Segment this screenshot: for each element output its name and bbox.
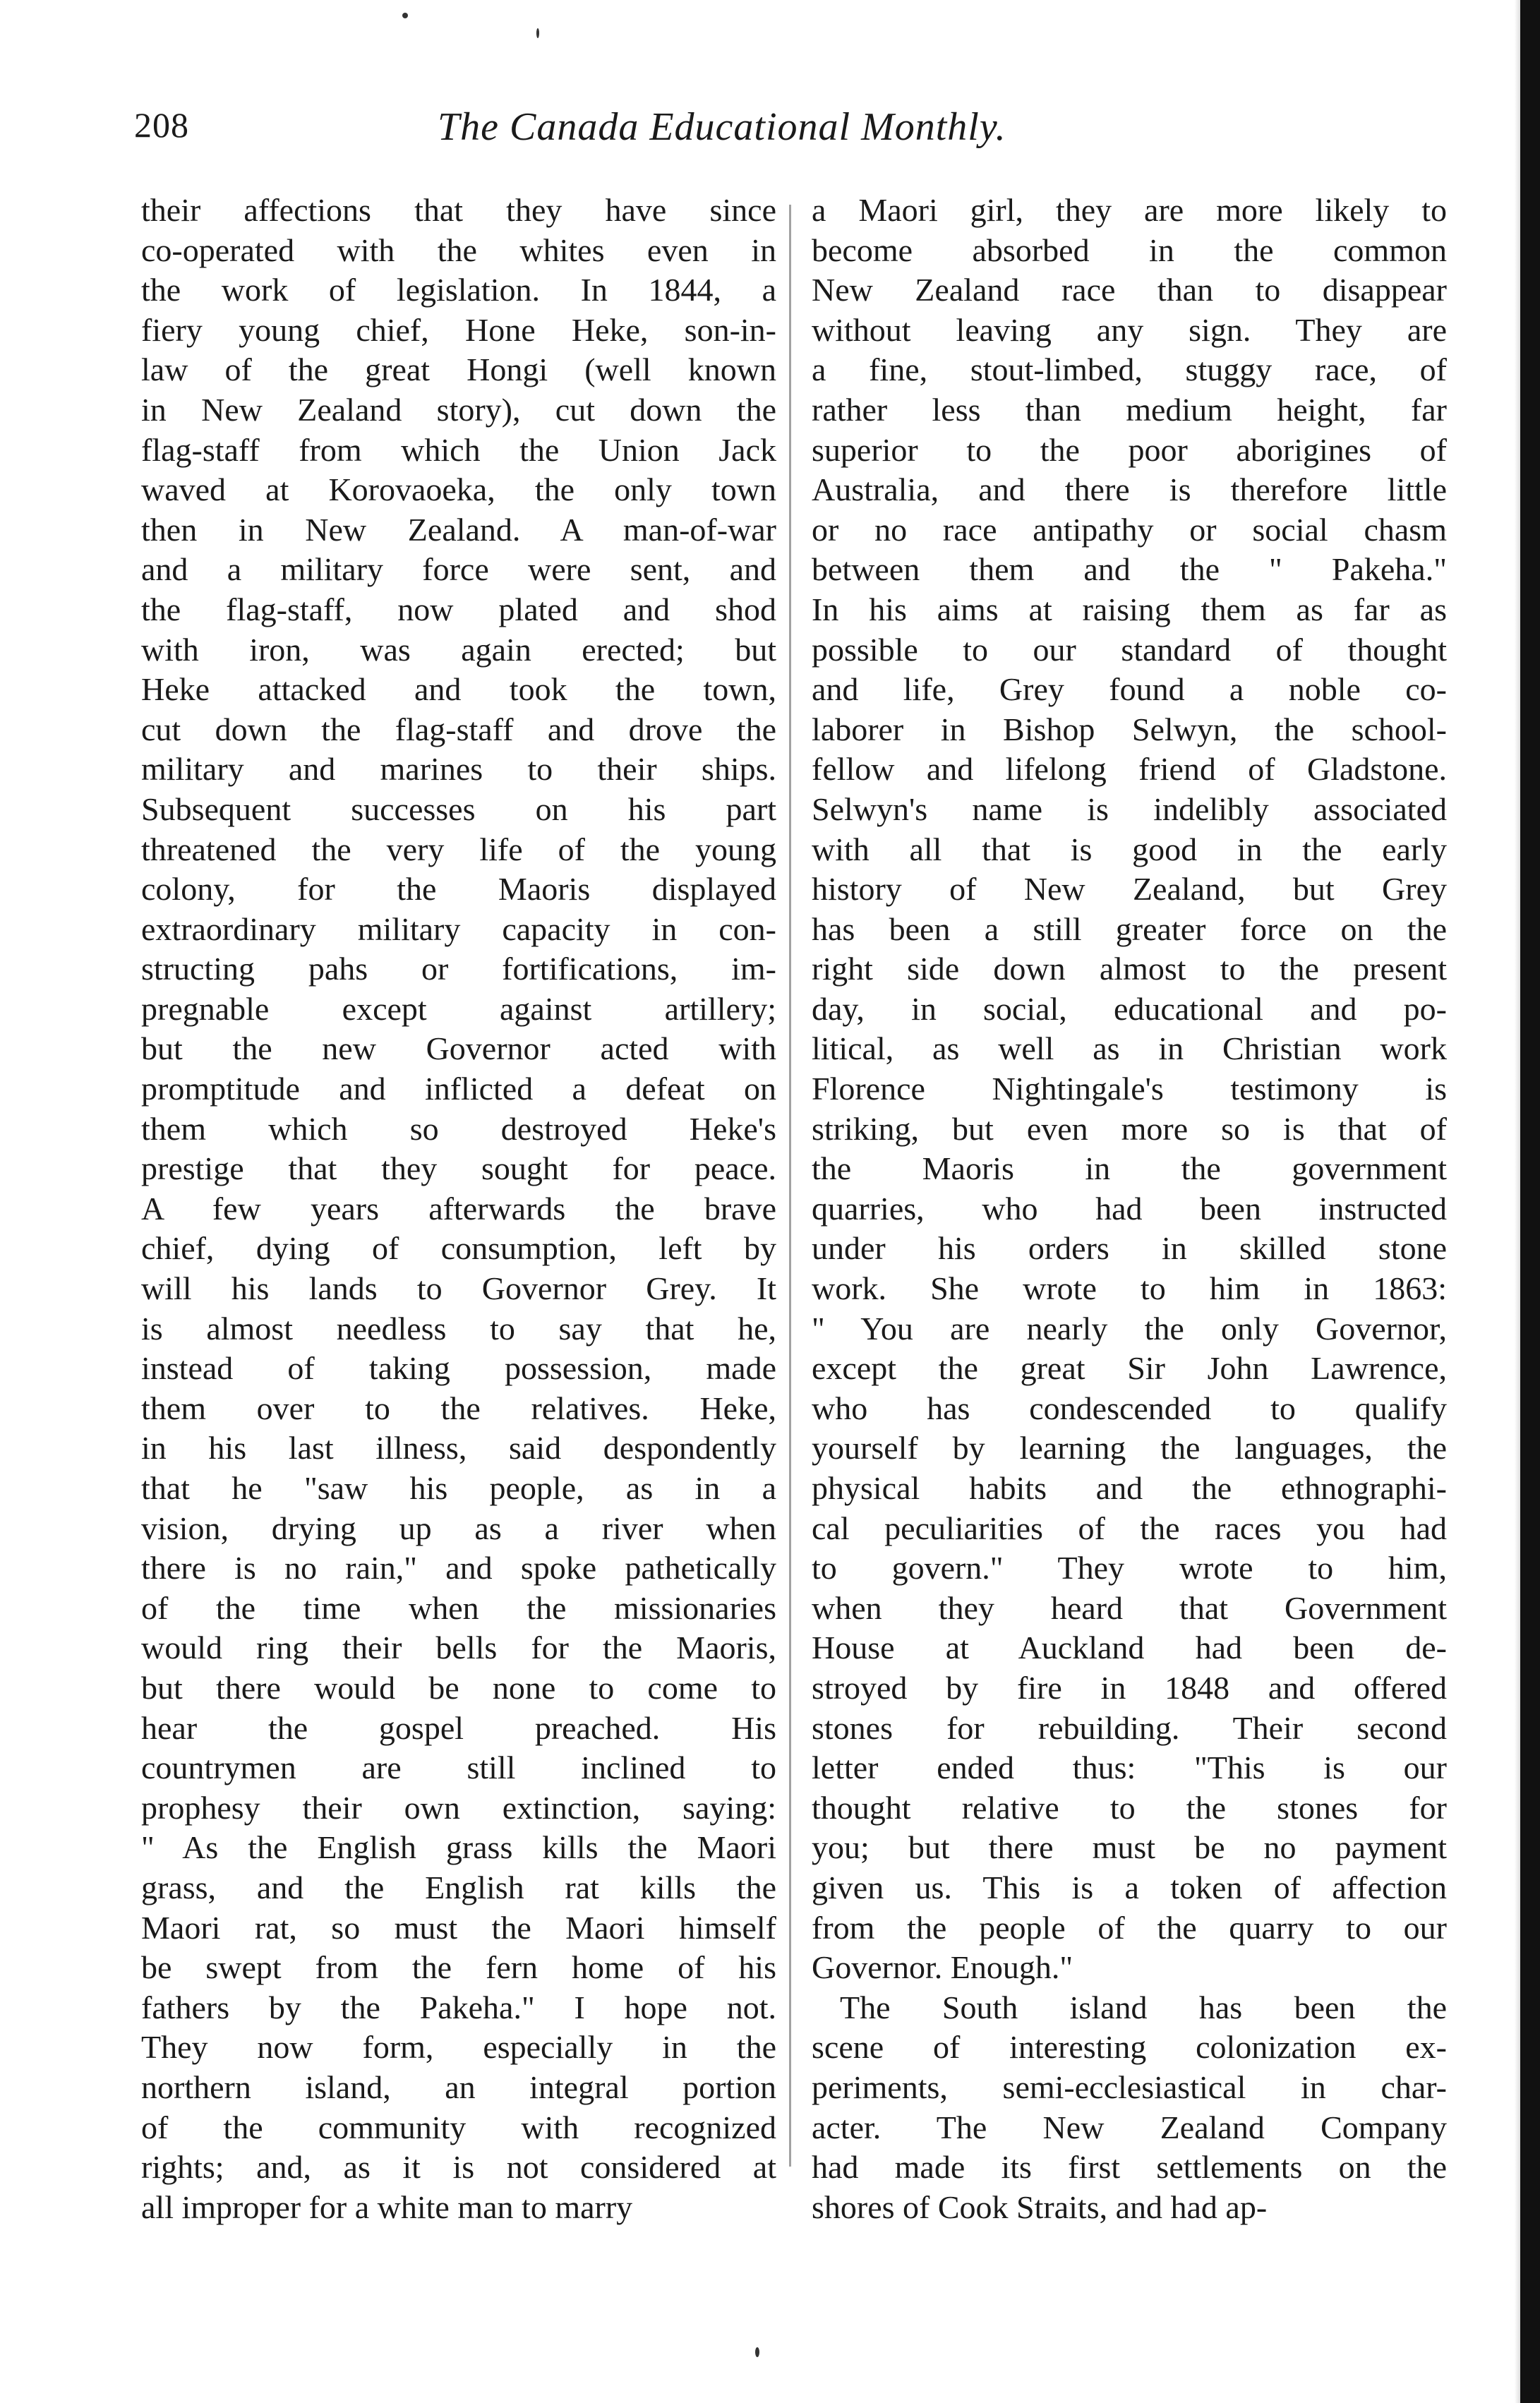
text-line: a fine, stout-limbed, stuggy race, of xyxy=(812,351,1447,388)
text-line: them which so destroyed Heke's xyxy=(141,1110,776,1147)
text-line: become absorbed in the common xyxy=(812,231,1447,268)
text-line: or no race antipathy or social chasm xyxy=(812,511,1447,548)
text-line: In his aims at raising them as far as xyxy=(812,591,1447,627)
text-line: and a military force were sent, and xyxy=(141,551,776,588)
text-line: striking, but even more so is that of xyxy=(812,1110,1447,1147)
text-line: grass, and the English rat kills the xyxy=(141,1869,776,1905)
scan-speck xyxy=(402,13,408,18)
text-line: from the people of the quarry to our xyxy=(812,1909,1447,1946)
text-line: colony, for the Maoris displayed xyxy=(141,871,776,908)
text-line: co-operated with the whites even in xyxy=(141,231,776,268)
scan-speck xyxy=(755,2347,759,2357)
text-line: military and marines to their ships. xyxy=(141,751,776,788)
text-line: stones for rebuilding. Their second xyxy=(812,1709,1447,1746)
text-line: given us. This is a token of affection xyxy=(812,1869,1447,1905)
text-line: waved at Korovaoeka, the only town xyxy=(141,471,776,508)
text-line: rather less than medium height, far xyxy=(812,391,1447,428)
text-line: They now form, especially in the xyxy=(141,2029,776,2066)
text-line: but the new Governor acted with xyxy=(141,1030,776,1067)
text-line: the Maoris in the government xyxy=(812,1150,1447,1187)
text-line: Governor. Enough." xyxy=(812,1949,1073,1986)
text-line: Florence Nightingale's testimony is xyxy=(812,1071,1447,1107)
text-line: possible to our standard of thought xyxy=(812,631,1447,668)
text-line: all improper for a white man to marry xyxy=(141,2188,633,2225)
text-line: the work of legislation. In 1844, a xyxy=(141,272,776,308)
text-line: House at Auckland had been de- xyxy=(812,1630,1447,1666)
text-line: New Zealand race than to disappear xyxy=(812,272,1447,308)
text-line: litical, as well as in Christian work xyxy=(812,1030,1447,1067)
text-line: day, in social, educational and po- xyxy=(812,990,1447,1027)
text-line: countrymen are still inclined to xyxy=(141,1749,776,1786)
text-line: Subsequent successes on his part xyxy=(141,790,776,827)
text-line: The South island has been the xyxy=(840,1989,1447,2025)
text-line: a Maori girl, they are more likely to xyxy=(812,192,1447,228)
text-line: there is no rain," and spoke pathetically xyxy=(141,1550,776,1586)
text-line: threatened the very life of the young xyxy=(141,831,776,867)
text-line: letter ended thus: "This is our xyxy=(812,1749,1447,1786)
text-line: with iron, was again erected; but xyxy=(141,631,776,668)
text-line: prestige that they sought for peace. xyxy=(141,1150,776,1187)
text-line: northern island, an integral portion xyxy=(141,2068,776,2105)
text-line: except the great Sir John Lawrence, xyxy=(812,1350,1447,1387)
text-line: A few years afterwards the brave xyxy=(141,1190,776,1227)
left-column xyxy=(141,191,776,2227)
text-line: cal peculiarities of the races you had xyxy=(812,1510,1447,1546)
text-line: Selwyn's name is indelibly associated xyxy=(812,790,1447,827)
text-line: rights; and, as it is not considered at xyxy=(141,2149,776,2186)
text-line: you; but there must be no payment xyxy=(812,1829,1447,1866)
text-line: Maori rat, so must the Maori himself xyxy=(141,1909,776,1946)
text-line: of the time when the missionaries xyxy=(141,1589,776,1626)
text-line: between them and the " Pakeha." xyxy=(812,551,1447,588)
text-line: scene of interesting colonization ex- xyxy=(812,2029,1447,2066)
text-line: when they heard that Government xyxy=(812,1589,1447,1626)
text-line: thought relative to the stones for xyxy=(812,1789,1447,1826)
column-divider xyxy=(789,205,791,2167)
text-line: right side down almost to the present xyxy=(812,951,1447,987)
text-line: flag-staff from which the Union Jack xyxy=(141,431,776,468)
text-line: physical habits and the ethnographi- xyxy=(812,1470,1447,1506)
text-line: the flag-staff, now plated and shod xyxy=(141,591,776,627)
text-line: of the community with recognized xyxy=(141,2109,776,2145)
text-line: that he "saw his people, as in a xyxy=(141,1470,776,1506)
text-line: pregnable except against artillery; xyxy=(141,990,776,1027)
text-line: in his last illness, said despondently xyxy=(141,1430,776,1467)
text-line: then in New Zealand. A man-of-war xyxy=(141,511,776,548)
page-number: 208 xyxy=(134,105,189,145)
text-line: vision, drying up as a river when xyxy=(141,1510,776,1546)
scan-speck xyxy=(536,28,539,38)
text-line: laborer in Bishop Selwyn, the school- xyxy=(812,711,1447,747)
text-line: " You are nearly the only Governor, xyxy=(812,1310,1447,1347)
text-line: acter. The New Zealand Company xyxy=(812,2109,1447,2145)
page-header xyxy=(134,104,1115,161)
scan-shadow xyxy=(1515,0,1520,2403)
text-line: fiery young chief, Hone Heke, son-in- xyxy=(141,311,776,348)
text-line: without leaving any sign. They are xyxy=(812,311,1447,348)
text-line: their affections that they have since xyxy=(141,192,776,228)
running-head: The Canada Educational Monthly. xyxy=(438,105,1006,149)
text-line: " As the English grass kills the Maori xyxy=(141,1829,776,1866)
text-line: will his lands to Governor Grey. It xyxy=(141,1270,776,1307)
text-line: Australia, and there is therefore little xyxy=(812,471,1447,508)
text-line: shores of Cook Straits, and had ap- xyxy=(812,2188,1268,2225)
text-line: Heke attacked and took the town, xyxy=(141,671,776,708)
text-line: fellow and lifelong friend of Gladstone. xyxy=(812,751,1447,788)
text-line: to govern." They wrote to him, xyxy=(812,1550,1447,1586)
text-line: would ring their bells for the Maoris, xyxy=(141,1630,776,1666)
text-line: prophesy their own extinction, saying: xyxy=(141,1789,776,1826)
text-line: in New Zealand story), cut down the xyxy=(141,391,776,428)
text-line: with all that is good in the early xyxy=(812,831,1447,867)
scan-edge xyxy=(1520,0,1540,2403)
text-line: yourself by learning the languages, the xyxy=(812,1430,1447,1467)
text-line: quarries, who had been instructed xyxy=(812,1190,1447,1227)
text-line: promptitude and inflicted a defeat on xyxy=(141,1071,776,1107)
text-line: had made its first settlements on the xyxy=(812,2149,1447,2186)
text-line: extraordinary military capacity in con- xyxy=(141,910,776,947)
text-line: stroyed by fire in 1848 and offered xyxy=(812,1669,1447,1706)
text-line: periments, semi-ecclesiastical in char- xyxy=(812,2068,1447,2105)
text-line: superior to the poor aborigines of xyxy=(812,431,1447,468)
text-line: chief, dying of consumption, left by xyxy=(141,1230,776,1267)
text-line: them over to the relatives. Heke, xyxy=(141,1390,776,1426)
text-line: structing pahs or fortifications, im- xyxy=(141,951,776,987)
text-line: law of the great Hongi (well known xyxy=(141,351,776,388)
right-column xyxy=(812,191,1447,2227)
text-line: who has condescended to qualify xyxy=(812,1390,1447,1426)
text-line: be swept from the fern home of his xyxy=(141,1949,776,1986)
text-line: is almost needless to say that he, xyxy=(141,1310,776,1347)
text-line: has been a still greater force on the xyxy=(812,910,1447,947)
text-line: and life, Grey found a noble co- xyxy=(812,671,1447,708)
text-line: fathers by the Pakeha." I hope not. xyxy=(141,1989,776,2025)
text-line: history of New Zealand, but Grey xyxy=(812,871,1447,908)
text-line: hear the gospel preached. His xyxy=(141,1709,776,1746)
text-line: work. She wrote to him in 1863: xyxy=(812,1270,1447,1307)
text-line: under his orders in skilled stone xyxy=(812,1230,1447,1267)
text-line: instead of taking possession, made xyxy=(141,1350,776,1387)
text-line: cut down the flag-staff and drove the xyxy=(141,711,776,747)
text-line: but there would be none to come to xyxy=(141,1669,776,1706)
